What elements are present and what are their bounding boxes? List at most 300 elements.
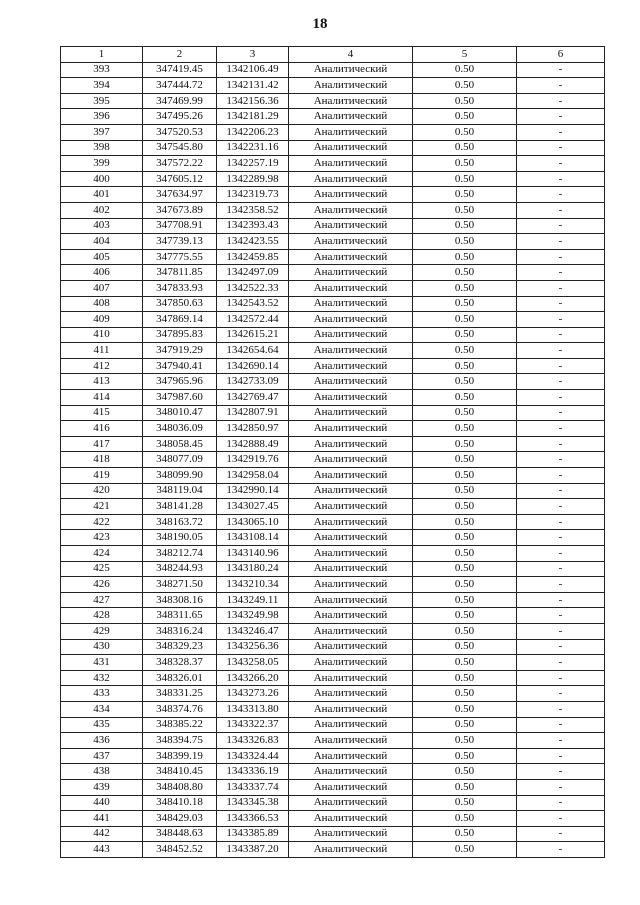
x-coordinate-cell: 347987.60 [143,390,217,406]
y-coordinate-cell: 1342131.42 [217,78,289,94]
x-coordinate-cell: 348244.93 [143,561,217,577]
point-number-cell: 424 [61,546,143,562]
accuracy-cell: 0.50 [413,78,517,94]
point-number-cell: 408 [61,296,143,312]
table-row [61,842,605,858]
y-coordinate-cell: 1342990.14 [217,483,289,499]
accuracy-cell: 0.50 [413,623,517,639]
point-number-cell: 419 [61,468,143,484]
x-coordinate-cell: 348410.18 [143,795,217,811]
y-coordinate-cell: 1342690.14 [217,358,289,374]
x-coordinate-cell: 348394.75 [143,733,217,749]
table-row [61,312,605,328]
note-cell: - [517,405,605,421]
point-number-cell: 441 [61,811,143,827]
accuracy-cell: 0.50 [413,202,517,218]
accuracy-cell: 0.50 [413,608,517,624]
table-row [61,343,605,359]
y-coordinate-cell: 1343027.45 [217,499,289,515]
note-cell: - [517,592,605,608]
point-number-cell: 411 [61,343,143,359]
accuracy-cell: 0.50 [413,701,517,717]
x-coordinate-cell: 348212.74 [143,546,217,562]
x-coordinate-cell: 347739.13 [143,234,217,250]
note-cell: - [517,608,605,624]
point-number-cell: 401 [61,187,143,203]
table-row [61,779,605,795]
table-row [61,421,605,437]
x-coordinate-cell: 347850.63 [143,296,217,312]
note-cell: - [517,639,605,655]
x-coordinate-cell: 347634.97 [143,187,217,203]
table-row [61,140,605,156]
note-cell: - [517,561,605,577]
point-number-cell: 423 [61,530,143,546]
accuracy-cell: 0.50 [413,280,517,296]
note-cell: - [517,483,605,499]
y-coordinate-cell: 1343266.20 [217,670,289,686]
point-number-cell: 439 [61,779,143,795]
method-cell: Аналитический [289,452,413,468]
x-coordinate-cell: 348316.24 [143,623,217,639]
y-coordinate-cell: 1342423.55 [217,234,289,250]
column-header: 4 [289,47,413,63]
table-row [61,405,605,421]
table-row [61,78,605,94]
accuracy-cell: 0.50 [413,234,517,250]
point-number-cell: 436 [61,733,143,749]
note-cell: - [517,171,605,187]
method-cell: Аналитический [289,811,413,827]
note-cell: - [517,234,605,250]
method-cell: Аналитический [289,312,413,328]
point-number-cell: 425 [61,561,143,577]
accuracy-cell: 0.50 [413,639,517,655]
point-number-cell: 398 [61,140,143,156]
method-cell: Аналитический [289,296,413,312]
note-cell: - [517,514,605,530]
point-number-cell: 405 [61,249,143,265]
x-coordinate-cell: 347520.53 [143,124,217,140]
x-coordinate-cell: 347940.41 [143,358,217,374]
point-number-cell: 415 [61,405,143,421]
accuracy-cell: 0.50 [413,795,517,811]
x-coordinate-cell: 348410.45 [143,764,217,780]
accuracy-cell: 0.50 [413,140,517,156]
accuracy-cell: 0.50 [413,218,517,234]
accuracy-cell: 0.50 [413,296,517,312]
note-cell: - [517,140,605,156]
accuracy-cell: 0.50 [413,156,517,172]
method-cell: Аналитический [289,62,413,78]
method-cell: Аналитический [289,436,413,452]
table-row [61,265,605,281]
accuracy-cell: 0.50 [413,670,517,686]
table-row [61,826,605,842]
y-coordinate-cell: 1342181.29 [217,109,289,125]
y-coordinate-cell: 1342543.52 [217,296,289,312]
method-cell: Аналитический [289,717,413,733]
table-row [61,374,605,390]
y-coordinate-cell: 1342231.16 [217,140,289,156]
accuracy-cell: 0.50 [413,577,517,593]
x-coordinate-cell: 348311.65 [143,608,217,624]
table-row [61,530,605,546]
method-cell: Аналитический [289,748,413,764]
note-cell: - [517,764,605,780]
point-number-cell: 414 [61,390,143,406]
table-row [61,390,605,406]
accuracy-cell: 0.50 [413,811,517,827]
accuracy-cell: 0.50 [413,842,517,858]
method-cell: Аналитический [289,171,413,187]
x-coordinate-cell: 348099.90 [143,468,217,484]
accuracy-cell: 0.50 [413,546,517,562]
x-coordinate-cell: 347605.12 [143,171,217,187]
y-coordinate-cell: 1342497.09 [217,265,289,281]
y-coordinate-cell: 1343326.83 [217,733,289,749]
method-cell: Аналитический [289,608,413,624]
method-cell: Аналитический [289,187,413,203]
point-number-cell: 442 [61,826,143,842]
y-coordinate-cell: 1343180.24 [217,561,289,577]
accuracy-cell: 0.50 [413,109,517,125]
method-cell: Аналитический [289,140,413,156]
table-row [61,733,605,749]
y-coordinate-cell: 1342919.76 [217,452,289,468]
y-coordinate-cell: 1342615.21 [217,327,289,343]
accuracy-cell: 0.50 [413,421,517,437]
method-cell: Аналитический [289,93,413,109]
y-coordinate-cell: 1343313.80 [217,701,289,717]
accuracy-cell: 0.50 [413,312,517,328]
point-number-cell: 393 [61,62,143,78]
point-number-cell: 435 [61,717,143,733]
x-coordinate-cell: 348010.47 [143,405,217,421]
note-cell: - [517,218,605,234]
accuracy-cell: 0.50 [413,655,517,671]
table-row [61,499,605,515]
accuracy-cell: 0.50 [413,468,517,484]
table-row [61,93,605,109]
method-cell: Аналитический [289,546,413,562]
table-row [61,546,605,562]
y-coordinate-cell: 1343246.47 [217,623,289,639]
point-number-cell: 407 [61,280,143,296]
accuracy-cell: 0.50 [413,530,517,546]
accuracy-cell: 0.50 [413,358,517,374]
method-cell: Аналитический [289,639,413,655]
note-cell: - [517,452,605,468]
table-row [61,670,605,686]
x-coordinate-cell: 348141.28 [143,499,217,515]
table-row [61,436,605,452]
method-cell: Аналитический [289,795,413,811]
table-row [61,561,605,577]
note-cell: - [517,670,605,686]
y-coordinate-cell: 1342888.49 [217,436,289,452]
point-number-cell: 426 [61,577,143,593]
accuracy-cell: 0.50 [413,124,517,140]
table-row [61,124,605,140]
y-coordinate-cell: 1343273.26 [217,686,289,702]
note-cell: - [517,717,605,733]
method-cell: Аналитический [289,390,413,406]
point-number-cell: 409 [61,312,143,328]
x-coordinate-cell: 348452.52 [143,842,217,858]
accuracy-cell: 0.50 [413,733,517,749]
column-header: 2 [143,47,217,63]
point-number-cell: 417 [61,436,143,452]
table-row [61,748,605,764]
column-header: 6 [517,47,605,63]
table-header [61,47,605,63]
point-number-cell: 434 [61,701,143,717]
x-coordinate-cell: 347469.99 [143,93,217,109]
x-coordinate-cell: 348429.03 [143,811,217,827]
point-number-cell: 430 [61,639,143,655]
accuracy-cell: 0.50 [413,764,517,780]
x-coordinate-cell: 348271.50 [143,577,217,593]
point-number-cell: 437 [61,748,143,764]
note-cell: - [517,826,605,842]
point-number-cell: 416 [61,421,143,437]
y-coordinate-cell: 1343249.11 [217,592,289,608]
table-row [61,327,605,343]
method-cell: Аналитический [289,764,413,780]
x-coordinate-cell: 348328.37 [143,655,217,671]
note-cell: - [517,499,605,515]
x-coordinate-cell: 348331.25 [143,686,217,702]
table-row [61,623,605,639]
x-coordinate-cell: 348385.22 [143,717,217,733]
accuracy-cell: 0.50 [413,62,517,78]
x-coordinate-cell: 348374.76 [143,701,217,717]
x-coordinate-cell: 347545.80 [143,140,217,156]
note-cell: - [517,312,605,328]
method-cell: Аналитический [289,499,413,515]
accuracy-cell: 0.50 [413,561,517,577]
x-coordinate-cell: 348190.05 [143,530,217,546]
table-row [61,468,605,484]
method-cell: Аналитический [289,202,413,218]
x-coordinate-cell: 348329.23 [143,639,217,655]
table-row [61,608,605,624]
point-number-cell: 433 [61,686,143,702]
accuracy-cell: 0.50 [413,499,517,515]
note-cell: - [517,436,605,452]
method-cell: Аналитический [289,468,413,484]
table-row [61,109,605,125]
point-number-cell: 440 [61,795,143,811]
accuracy-cell: 0.50 [413,405,517,421]
method-cell: Аналитический [289,265,413,281]
note-cell: - [517,623,605,639]
method-cell: Аналитический [289,343,413,359]
point-number-cell: 402 [61,202,143,218]
note-cell: - [517,124,605,140]
y-coordinate-cell: 1342807.91 [217,405,289,421]
table-row [61,764,605,780]
accuracy-cell: 0.50 [413,514,517,530]
method-cell: Аналитический [289,686,413,702]
point-number-cell: 403 [61,218,143,234]
note-cell: - [517,577,605,593]
table-row [61,592,605,608]
x-coordinate-cell: 347895.83 [143,327,217,343]
table-row [61,202,605,218]
table-row [61,701,605,717]
y-coordinate-cell: 1342733.09 [217,374,289,390]
note-cell: - [517,748,605,764]
table-row [61,218,605,234]
y-coordinate-cell: 1342106.49 [217,62,289,78]
method-cell: Аналитический [289,561,413,577]
x-coordinate-cell: 347869.14 [143,312,217,328]
method-cell: Аналитический [289,249,413,265]
method-cell: Аналитический [289,358,413,374]
x-coordinate-cell: 347673.89 [143,202,217,218]
point-number-cell: 412 [61,358,143,374]
accuracy-cell: 0.50 [413,436,517,452]
y-coordinate-cell: 1342206.23 [217,124,289,140]
method-cell: Аналитический [289,483,413,499]
method-cell: Аналитический [289,592,413,608]
note-cell: - [517,93,605,109]
table-row [61,234,605,250]
table-row [61,249,605,265]
y-coordinate-cell: 1343336.19 [217,764,289,780]
point-number-cell: 413 [61,374,143,390]
note-cell: - [517,202,605,218]
accuracy-cell: 0.50 [413,171,517,187]
x-coordinate-cell: 347919.29 [143,343,217,359]
x-coordinate-cell: 348119.04 [143,483,217,499]
note-cell: - [517,655,605,671]
accuracy-cell: 0.50 [413,374,517,390]
point-number-cell: 404 [61,234,143,250]
table-row [61,358,605,374]
y-coordinate-cell: 1342654.64 [217,343,289,359]
y-coordinate-cell: 1343385.89 [217,826,289,842]
y-coordinate-cell: 1343258.05 [217,655,289,671]
table-row [61,187,605,203]
note-cell: - [517,779,605,795]
y-coordinate-cell: 1342257.19 [217,156,289,172]
note-cell: - [517,421,605,437]
y-coordinate-cell: 1342358.52 [217,202,289,218]
x-coordinate-cell: 347775.55 [143,249,217,265]
point-number-cell: 421 [61,499,143,515]
x-coordinate-cell: 347419.45 [143,62,217,78]
note-cell: - [517,795,605,811]
x-coordinate-cell: 347811.85 [143,265,217,281]
point-number-cell: 438 [61,764,143,780]
accuracy-cell: 0.50 [413,748,517,764]
note-cell: - [517,296,605,312]
table-row [61,717,605,733]
x-coordinate-cell: 348308.16 [143,592,217,608]
table-row [61,296,605,312]
note-cell: - [517,343,605,359]
point-number-cell: 399 [61,156,143,172]
y-coordinate-cell: 1343387.20 [217,842,289,858]
note-cell: - [517,280,605,296]
note-cell: - [517,733,605,749]
table-row [61,795,605,811]
y-coordinate-cell: 1343337.74 [217,779,289,795]
note-cell: - [517,530,605,546]
note-cell: - [517,468,605,484]
x-coordinate-cell: 347833.93 [143,280,217,296]
method-cell: Аналитический [289,78,413,94]
method-cell: Аналитический [289,826,413,842]
table-body [61,62,605,857]
x-coordinate-cell: 347965.96 [143,374,217,390]
column-header: 5 [413,47,517,63]
table-row [61,811,605,827]
method-cell: Аналитический [289,280,413,296]
accuracy-cell: 0.50 [413,686,517,702]
accuracy-cell: 0.50 [413,327,517,343]
table-row [61,483,605,499]
note-cell: - [517,156,605,172]
accuracy-cell: 0.50 [413,249,517,265]
accuracy-cell: 0.50 [413,265,517,281]
x-coordinate-cell: 348408.80 [143,779,217,795]
point-number-cell: 397 [61,124,143,140]
note-cell: - [517,701,605,717]
x-coordinate-cell: 348163.72 [143,514,217,530]
page-number: 18 [312,16,328,32]
note-cell: - [517,62,605,78]
accuracy-cell: 0.50 [413,93,517,109]
table-row [61,156,605,172]
method-cell: Аналитический [289,374,413,390]
table-row [61,452,605,468]
point-number-cell: 400 [61,171,143,187]
note-cell: - [517,842,605,858]
point-number-cell: 431 [61,655,143,671]
method-cell: Аналитический [289,733,413,749]
accuracy-cell: 0.50 [413,343,517,359]
accuracy-cell: 0.50 [413,483,517,499]
accuracy-cell: 0.50 [413,779,517,795]
method-cell: Аналитический [289,109,413,125]
accuracy-cell: 0.50 [413,187,517,203]
method-cell: Аналитический [289,421,413,437]
x-coordinate-cell: 347708.91 [143,218,217,234]
note-cell: - [517,811,605,827]
accuracy-cell: 0.50 [413,452,517,468]
x-coordinate-cell: 348448.63 [143,826,217,842]
y-coordinate-cell: 1342958.04 [217,468,289,484]
y-coordinate-cell: 1342572.44 [217,312,289,328]
y-coordinate-cell: 1343345.38 [217,795,289,811]
y-coordinate-cell: 1343324.44 [217,748,289,764]
point-number-cell: 410 [61,327,143,343]
point-number-cell: 406 [61,265,143,281]
y-coordinate-cell: 1342393.43 [217,218,289,234]
accuracy-cell: 0.50 [413,826,517,842]
method-cell: Аналитический [289,405,413,421]
note-cell: - [517,686,605,702]
x-coordinate-cell: 348326.01 [143,670,217,686]
point-number-cell: 429 [61,623,143,639]
table-row [61,62,605,78]
y-coordinate-cell: 1343065.10 [217,514,289,530]
y-coordinate-cell: 1343256.36 [217,639,289,655]
